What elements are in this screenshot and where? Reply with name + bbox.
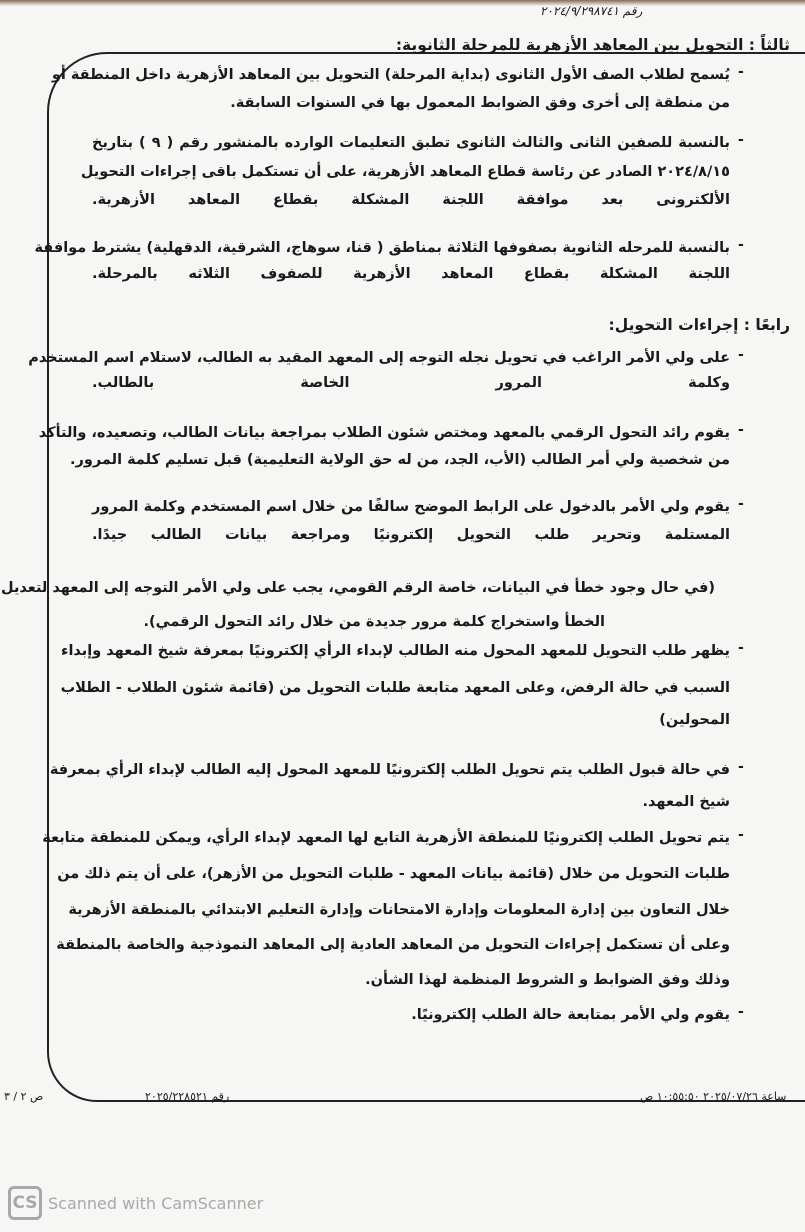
camscanner-logo-icon: CS	[8, 1186, 42, 1220]
paragraph-line: يتم تحويل الطلب إلكترونيًا للمنطقة الأزهرية التابع لها المعهد لإبداء الرأي، ويمكن للمنطقة متابعة	[42, 830, 730, 846]
bullet-dash: -	[738, 1004, 744, 1020]
paragraph-line: شيخ المعهد.	[642, 794, 730, 810]
bullet-dash: -	[738, 759, 744, 775]
paragraph-line: وكلمة المرور الخاصة بالطالب.	[92, 375, 730, 391]
bullet-dash: -	[738, 422, 744, 438]
paragraph-line: المستلمة وتحرير طلب التحويل إلكترونيًا ومراجعة بيانات الطالب جيدًا.	[92, 527, 730, 543]
paragraph-line: بالنسبة للمرحله الثانوية بصفوفها الثلاثة بمناطق ( قنا، سوهاج، الشرقية، الدقهلية) يشترط موافقة	[34, 240, 730, 256]
section-heading: رابعًا : إجراءات التحويل:	[608, 316, 790, 334]
paragraph-line: الألكترونى بعد موافقة اللجنة المشكلة بقطاع المعاهد الأزهرية.	[92, 192, 730, 208]
paragraph-line: المحولين)	[659, 712, 730, 728]
paragraph-line: يظهر طلب التحويل للمعهد المحول منه الطالب لإبداء الرأي إلكترونيًا بمعرفة شيخ المعهد وإبداء	[61, 643, 730, 659]
paragraph-line: ٢٠٢٤/٨/١٥ الصادر عن رئاسة قطاع المعاهد الأزهرية، على أن تستكمل باقى إجراءات التحويل	[80, 164, 730, 180]
paragraph-line: يقوم ولي الأمر بالدخول على الرابط الموضح سالفًا من خلال اسم المستخدم وكلمة المرور	[92, 499, 730, 515]
paragraph-line: اللجنة المشكلة بقطاع المعاهد الأزهرية للصفوف الثلاثه بالمرحلة.	[92, 266, 730, 282]
section-heading: ثالثاً : التحويل بين المعاهد الأزهرية للمرحلة الثانوية:	[395, 36, 790, 54]
bullet-dash: -	[738, 827, 744, 843]
note-line: الخطأ واستخراج كلمة مرور جديدة من خلال رائد التحول الرقمي).	[143, 614, 605, 630]
paragraph-line: السبب في حالة الرفض، وعلى المعهد متابعة طلبات التحويل من (قائمة شئون الطلاب - الطلاب	[60, 680, 730, 696]
watermark-text: Scanned with CamScanner	[48, 1193, 264, 1213]
paragraph-line: بالنسبة للصفين الثانى والثالث الثانوى تطبق التعليمات الوارده بالمنشور رقم ( ٩ ) بتاريخ	[92, 135, 730, 151]
paragraph-line: يُسمح لطلاب الصف الأول الثانوى (بداية المرحلة) التحويل بين المعاهد الأزهرية داخل المنطقة أو	[51, 67, 730, 83]
paragraph-line: على ولي الأمر الراغب في تحويل نجله التوجه إلى المعهد المقيد به الطالب، لاستلام اسم المستخدم	[28, 350, 730, 366]
bullet-dash: -	[738, 347, 744, 363]
paragraph-line: طلبات التحويل من خلال (قائمة بيانات المعهد - طلبات التحويل من الأزهر)، على أن يتم ذلك من	[57, 866, 730, 882]
bullet-dash: -	[738, 237, 744, 253]
stamp-number: رقم ٢٠٢٤/٩/٢٩٨٧٤١	[540, 4, 643, 18]
bullet-dash: -	[738, 132, 744, 148]
camscanner-watermark	[8, 1186, 263, 1220]
reference-number: رقم ٢٠٢٥/٢٢٨٥٢١	[145, 1090, 230, 1103]
note-line: (في حال وجود خطأ في البيانات، خاصة الرقم القومي، يجب على ولي الأمر التوجه إلى المعهد لتعديل	[1, 580, 715, 596]
print-datetime: ساعة ٢٠٢٥/٠٧/٢٦ ١٠:٥٥:٥٠ ص	[640, 1090, 787, 1103]
paragraph-line: يقوم رائد التحول الرقمي بالمعهد ومختص شئون الطلاب بمراجعة بيانات الطالب، وتصعيده، والتأكد	[38, 425, 730, 441]
page-number: ص ٢ / ٣	[4, 1090, 44, 1103]
bullet-dash: -	[738, 496, 744, 512]
paragraph-line: وذلك وفق الضوابط و الشروط المنظمة لهذا الشأن.	[365, 972, 730, 988]
bullet-dash: -	[738, 640, 744, 656]
paragraph-line: من شخصية ولي أمر الطالب (الأب، الجد، من له حق الولاية التعليمية) قبل تسليم كلمة المرور.	[70, 452, 730, 468]
paragraph-line: من منطقة إلى أخرى وفق الضوابط المعمول بها في السنوات السابقة.	[230, 95, 730, 111]
paragraph-line: وعلى أن تستكمل إجراءات التحويل من المعاهد العادية إلى المعاهد النموذجية والخاصة بالمنطقة	[56, 937, 730, 953]
paragraph-line: في حالة قبول الطلب يتم تحويل الطلب إلكترونيًا للمعهد المحول إليه الطالب لإبداء الرأي بمعرفة	[49, 762, 730, 778]
paragraph-line: يقوم ولي الأمر بمتابعة حالة الطلب إلكترونيًا.	[411, 1007, 730, 1023]
scan-edge	[0, 0, 805, 6]
bullet-dash: -	[738, 64, 744, 80]
paragraph-line: خلال التعاون بين إدارة المعلومات وإدارة الامتحانات وإدارة التعليم الابتدائي بالمنطقة الأزهرية	[68, 902, 730, 918]
